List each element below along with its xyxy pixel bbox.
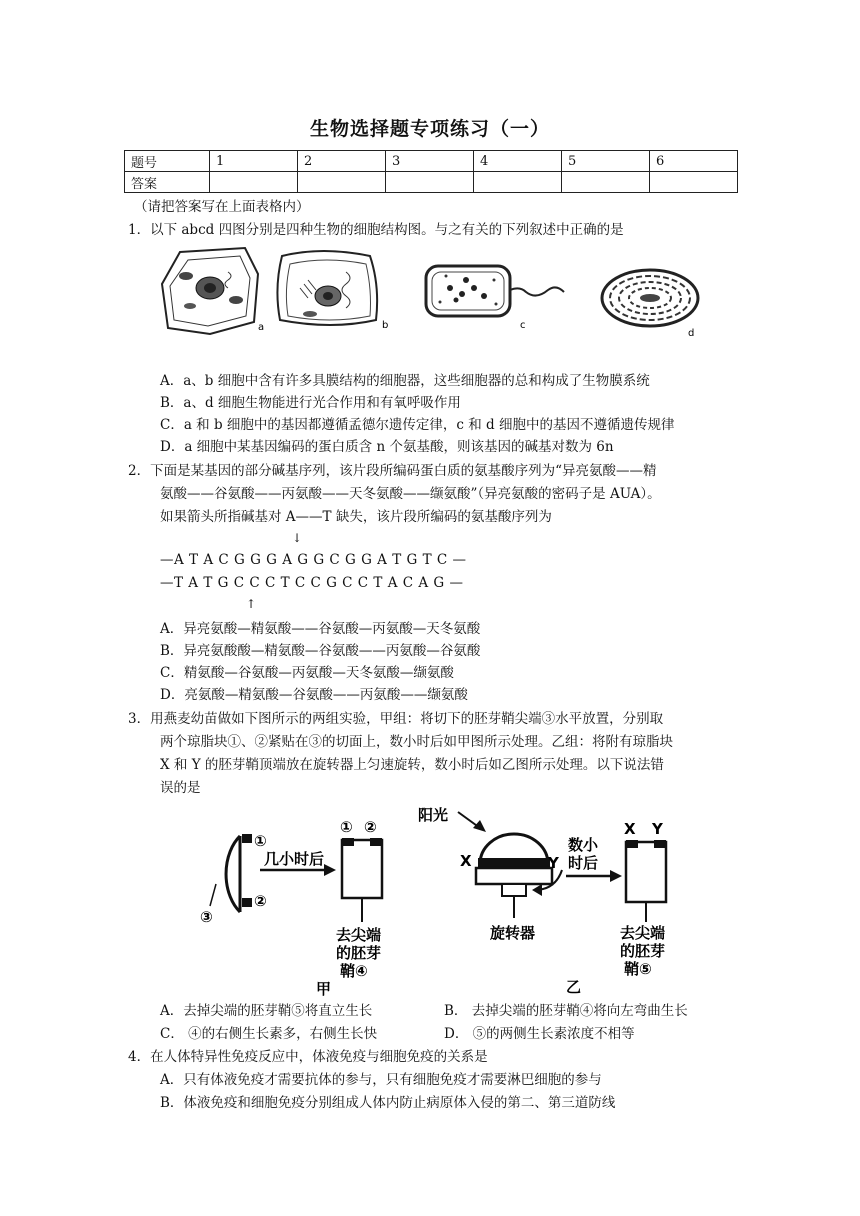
sun-label: 阳光 [418, 806, 449, 824]
q4-option-a: A．只有体液免疫才需要抗体的参与，只有细胞免疫才需要淋巴细胞的参与 [160, 1072, 602, 1088]
q1-stem: 1．以下 abcd 四图分别是四种生物的细胞结构图。与之有关的下列叙述中正确的是 [128, 222, 624, 238]
jia-group [200, 818, 382, 998]
dna-strand-top: —A T A C G G G A G G C G G A T G T C — [160, 552, 467, 568]
answer-note: （请把答案写在上面表格内） [134, 199, 310, 215]
q3-option-d: D． ⑤的两侧生长素浓度不相等 [444, 1026, 635, 1042]
label-y: Y [548, 854, 559, 872]
answer-cell-2[interactable] [298, 172, 386, 193]
cell-d-figure [602, 270, 698, 326]
q4-option-b: B．体液免疫和细胞免疫分别组成人体内防止病原体入侵的第二、第三道防线 [160, 1095, 616, 1111]
label-top-x: X [624, 820, 636, 838]
arrow-yi-line1: 数小 [568, 836, 599, 854]
group-jia-name: 甲 [316, 980, 332, 998]
q1-option-b: B．a、d 细胞生物能进行光合作用和有氧呼吸作用 [160, 395, 461, 411]
table-cell: 5 [562, 151, 650, 172]
answer-cell-4[interactable] [474, 172, 562, 193]
q2-stem-line3: 如果箭头所指碱基对 A——T 缺失，该片段所编码的氨基酸序列为 [160, 509, 552, 525]
cell-a-label: a [258, 322, 265, 333]
q3-stem-line3: X 和 Y 的胚芽鞘顶端放在旋转器上匀速旋转，数小时后如乙图所示处理。以下说法错 [160, 757, 664, 773]
q3-option-a: A．去掉尖端的胚芽鞘⑤将直立生长 [160, 1003, 373, 1019]
dna-strand-bottom: —T A T G C C C T C C G C C T A C A G — [160, 575, 464, 591]
table-cell: 6 [650, 151, 738, 172]
label-c2: ② [254, 892, 267, 910]
deletion-arrow-down: ↓ [292, 531, 303, 545]
label-x: X [460, 852, 472, 870]
cap-yi-1: 去尖端 [620, 924, 666, 942]
q3-experiment-figure [190, 798, 700, 998]
cap-jia-2: 的胚芽 [336, 944, 382, 962]
cell-d-label: d [688, 328, 695, 339]
table-cell: 2 [298, 151, 386, 172]
q2-option-b: B．异亮氨酸酸—精氨酸—谷氨酸——丙氨酸—谷氨酸 [160, 643, 481, 659]
cell-b-figure [277, 251, 377, 325]
page-title: 生物选择题专项练习（一） [309, 118, 550, 140]
cap-yi-3: 鞘⑤ [624, 960, 652, 978]
cap-yi-2: 的胚芽 [620, 942, 666, 960]
cell-b-label: b [382, 320, 389, 331]
table-row [125, 172, 738, 193]
q2-option-a: A．异亮氨酸—精氨酸——谷氨酸—丙氨酸—天冬氨酸 [160, 621, 481, 637]
answer-table [124, 150, 738, 193]
cell-c-label: c [520, 320, 526, 331]
label-top-y: Y [652, 820, 663, 838]
answer-cell-6[interactable] [650, 172, 738, 193]
cap-jia-3: 鞘④ [340, 962, 368, 980]
table-cell: 4 [474, 151, 562, 172]
label-top1: ① [340, 818, 353, 836]
label-top2: ② [364, 818, 377, 836]
q3-stem-line1: 3．用燕麦幼苗做如下图所示的两组实验，甲组：将切下的胚芽鞘尖端③水平放置，分别取 [128, 711, 664, 727]
arrow-yi-line2: 时后 [568, 854, 599, 872]
table-row [125, 151, 738, 172]
q2-stem-line2: 氨酸——谷氨酸——丙氨酸——天冬氨酸——缬氨酸”（异亮氨酸的密码子是 AUA）。 [160, 486, 661, 502]
table-cell: 1 [210, 151, 298, 172]
q1-option-c: C．a 和 b 细胞中的基因都遵循孟德尔遗传定律，c 和 d 细胞中的基因不遵循遗传规律 [160, 417, 675, 433]
cell-c-figure [426, 266, 564, 316]
q2-option-d: D．亮氨酸—精氨酸—谷氨酸——丙氨酸——缬氨酸 [160, 687, 468, 703]
group-yi-name: 乙 [566, 978, 582, 996]
q2-option-c: C．精氨酸—谷氨酸—丙氨酸—天冬氨酸—缬氨酸 [160, 665, 454, 681]
q3-option-c: C． ④的右侧生长素多，右侧生长快 [160, 1026, 378, 1042]
deletion-arrow-up: ↑ [246, 597, 257, 611]
arrow-text-jia: 几小时后 [264, 850, 325, 868]
q1-cell-figures [150, 244, 710, 344]
q3-option-b: B． 去掉尖端的胚芽鞘④将向左弯曲生长 [444, 1003, 688, 1019]
answer-cell-1[interactable] [210, 172, 298, 193]
answer-cell-5[interactable] [562, 172, 650, 193]
label-c1: ① [254, 832, 267, 850]
cap-jia-1: 去尖端 [336, 926, 382, 944]
label-c3: ③ [200, 908, 213, 926]
q1-option-a: A．a、b 细胞中含有许多具膜结构的细胞器，这些细胞器的总和构成了生物膜系统 [160, 373, 650, 389]
rotator-label: 旋转器 [490, 924, 536, 942]
answer-cell-3[interactable] [386, 172, 474, 193]
table-cell: 题号 [125, 151, 210, 172]
q2-stem-line1: 2．下面是某基因的部分碱基序列，该片段所编码蛋白质的氨基酸序列为“异亮氨酸——精 [128, 463, 657, 479]
table-cell: 答案 [125, 172, 210, 193]
q3-stem-line4: 误的是 [160, 780, 201, 796]
cell-a-figure [162, 248, 258, 334]
q4-stem: 4．在人体特异性免疫反应中，体液免疫与细胞免疫的关系是 [128, 1049, 488, 1065]
q1-option-d: D．a 细胞中某基因编码的蛋白质含 n 个氨基酸，则该基因的碱基对数为 6n [160, 439, 614, 455]
table-cell: 3 [386, 151, 474, 172]
yi-group [418, 806, 666, 996]
q3-stem-line2: 两个琼脂块①、②紧贴在③的切面上，数小时后如甲图所示处理。乙组：将附有琼脂块 [160, 734, 673, 750]
